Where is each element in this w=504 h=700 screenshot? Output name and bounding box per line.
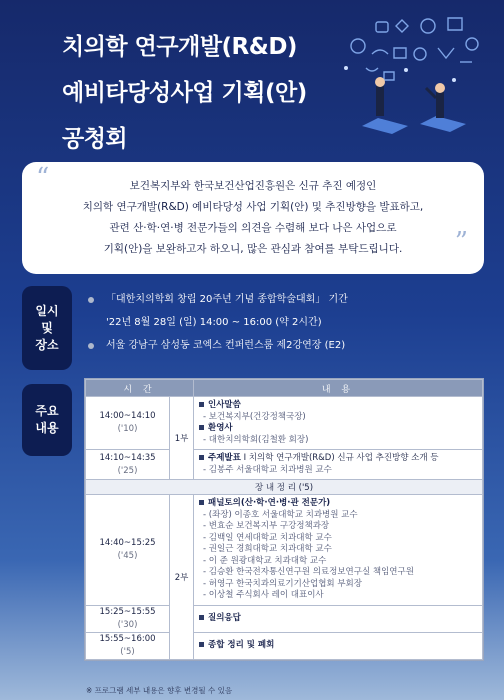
panelist: - 김백일 연세대학교 치과대학 교수: [203, 532, 332, 543]
square-bullet-icon: [199, 455, 204, 460]
bullet-icon: [88, 297, 94, 303]
agenda-item: 환영사: [208, 423, 233, 433]
agenda-item: 주제발표: [208, 453, 241, 463]
table-row: [86, 632, 483, 659]
panelist: - 권일근 경희대학교 치과대학 교수: [203, 544, 332, 554]
page-title: [62, 24, 307, 162]
agenda-item-desc: Ⅰ 치의학 연구개발(R&D) 신규 사업 추진방향 소개 등: [243, 453, 439, 463]
duration: ('10): [117, 424, 138, 434]
agenda-sub: - 보건복지부(건강정책국장): [203, 411, 306, 422]
title-line-2: 예비타당성사업 기획(안): [62, 80, 307, 106]
square-bullet-icon: [199, 615, 204, 620]
time-cell: [86, 495, 170, 606]
header-content: 내 용: [194, 380, 483, 397]
event-date: '22년 8월 28일 (일) 14:00 ~ 16:00 (약 2시간): [106, 317, 322, 328]
intro-line-1: 보건복지부와 한국보건산업진흥원은 신규 추진 예정인: [129, 180, 377, 192]
part-cell: 2부: [170, 495, 194, 660]
content-cell: [194, 397, 483, 450]
event-venue: 서울 강남구 삼성동 코엑스 컨퍼런스룸 제2강연장 (E2): [106, 340, 346, 351]
duration: ('5): [120, 646, 135, 657]
square-bullet-icon: [199, 642, 204, 647]
duration: ('25): [117, 465, 138, 476]
agenda-item: 패널토의(산·학·연·병·관 전문가): [208, 498, 331, 508]
badge-line: 일시: [35, 303, 59, 318]
intro-line-2: 치의학 연구개발(R&D) 예비타당성 사업 기획(안) 및 추진방향을 발표하고,: [82, 201, 424, 213]
part-cell: 1부: [170, 397, 194, 480]
panelist: - 허영구 한국치과의료기기산업협회 부회장: [203, 578, 362, 589]
program-table: [84, 378, 484, 661]
break-label: 장 내 정 리 ('5): [86, 480, 483, 495]
content-cell: [194, 450, 483, 480]
hero-illustration: [336, 8, 486, 158]
event-line: [84, 288, 484, 311]
agenda-item: 인사말씀: [208, 400, 241, 410]
open-quote-icon: “: [36, 163, 50, 193]
panelist: - 김승환 한국전자통신연구원 의료정보연구실 책임연구원: [203, 567, 414, 577]
time-range: 15:55~16:00: [99, 633, 156, 644]
title-line-1: 치의학 연구개발(R&D): [62, 34, 297, 60]
panelist: - 이상철 주식회사 레이 대표이사: [203, 590, 324, 600]
event-name: 「대한치의학회 창립 20주년 기념 종합학술대회」 기간: [106, 294, 348, 305]
panelist: - 이 준 원광대학교 치과대학 교수: [203, 555, 327, 566]
badge-line: 주요: [35, 404, 59, 418]
datetime-place-badge: [22, 286, 72, 370]
content-cell: [194, 495, 483, 606]
time-cell: [86, 397, 170, 450]
time-range: 14:00~14:10: [99, 411, 156, 421]
square-bullet-icon: [199, 500, 204, 505]
time-range: 15:25~15:55: [99, 606, 156, 617]
time-range: 14:10~14:35: [99, 452, 156, 463]
table-row: [86, 495, 483, 606]
badge-line: 내용: [35, 421, 59, 435]
break-row: [86, 480, 483, 495]
badge-line: 및: [41, 320, 53, 335]
title-line-3: 공청회: [62, 126, 128, 152]
agenda-item: 종합 정리 및 폐회: [208, 639, 275, 650]
datetime-place-info: [84, 288, 484, 366]
time-cell: [86, 450, 170, 480]
time-cell: [86, 605, 170, 632]
table-row: [86, 397, 483, 450]
panelist: - (좌장) 이종호 서울대학교 치과병원 교수: [203, 509, 358, 520]
badge-line: 장소: [35, 337, 59, 352]
table-header-row: [86, 380, 483, 397]
agenda-sub: - 대한치의학회(김철환 회장): [203, 434, 309, 445]
content-cell: [194, 632, 483, 659]
time-range: 14:40~15:25: [99, 537, 156, 548]
table-row: [86, 450, 483, 480]
duration: ('45): [117, 550, 138, 561]
content-cell: [194, 605, 483, 632]
time-cell: [86, 632, 170, 659]
header-time: 시 간: [86, 380, 194, 397]
square-bullet-icon: [199, 402, 204, 407]
panelist: - 변효순 보건복지부 구강정책과장: [203, 521, 330, 531]
intro-panel: [22, 162, 484, 274]
footnote: ※ 프로그램 세부 내용은 향후 변경될 수 있음: [86, 686, 233, 695]
table-row: [86, 605, 483, 632]
program-badge: [22, 384, 72, 456]
square-bullet-icon: [199, 425, 204, 430]
date-line: [84, 311, 484, 334]
close-quote-icon: ”: [454, 227, 468, 257]
bullet-icon: [88, 343, 94, 349]
agenda-item: 질의응답: [208, 612, 241, 623]
duration: ('30): [117, 619, 138, 630]
venue-line: [84, 334, 484, 357]
intro-line-3: 관련 산·학·연·병 전문가들의 의견을 수렴해 보다 나은 사업으로: [109, 222, 397, 234]
agenda-sub: - 김봉주 서울대학교 치과병원 교수: [203, 464, 332, 475]
intro-line-4: 기획(안)을 보완하고자 하오니, 많은 관심과 참여를 부탁드립니다.: [103, 243, 403, 255]
